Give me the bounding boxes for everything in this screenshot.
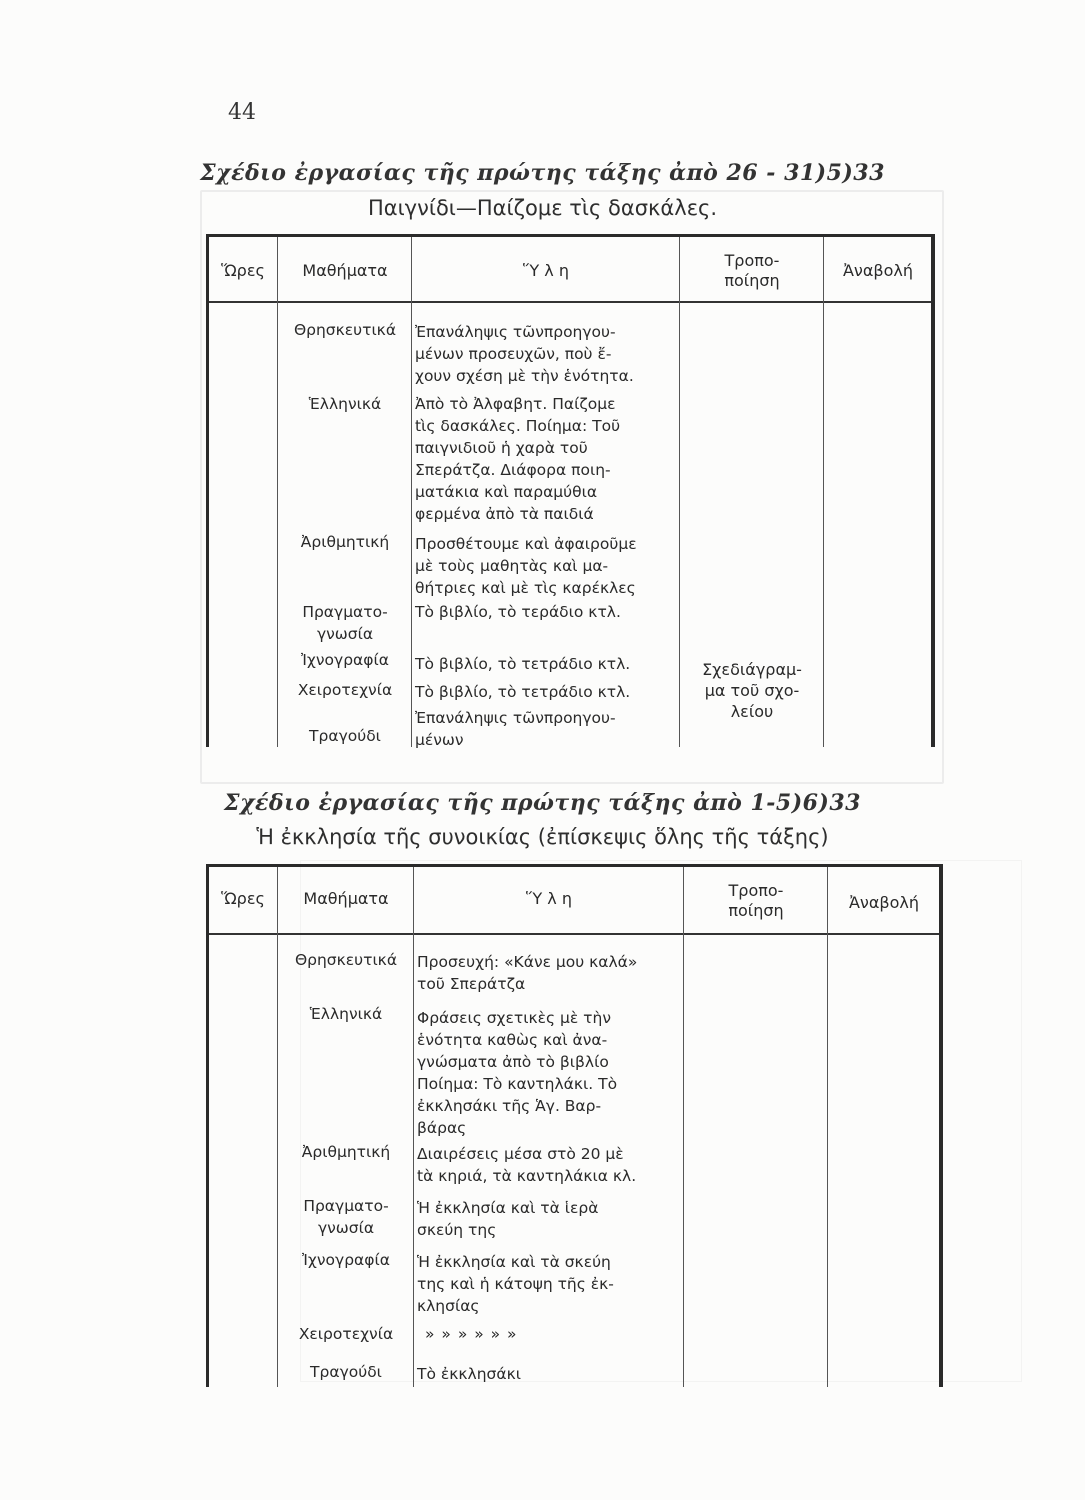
column-divider (679, 237, 680, 747)
column-divider (827, 867, 828, 1387)
material-cell: Τὸ βιβλίο, τὸ τετράδιο κτλ. (415, 683, 631, 701)
column-divider (413, 867, 414, 1387)
material-cell: Προσευχή: «Κάνε μου καλά» τοῦ Σπεράτζα (417, 953, 638, 993)
column-divider (277, 867, 278, 1387)
header-subjects: Μαθήματα (303, 889, 389, 908)
material-cell: Ἡ ἐκκλησία καὶ τὰ σκεύη της καὶ ἡ κάτοψη τῆς ἐκ- κλησίας (417, 1253, 614, 1315)
column-divider (277, 237, 278, 747)
subject-cell: Θρησκευτικά (293, 321, 397, 339)
subject-cell: Ἰχνογραφία (301, 651, 389, 669)
material-cell: » » » » » » (425, 1325, 518, 1343)
header-postponement: Ἀναβολή (842, 261, 914, 280)
subject-cell: Χειροτεχνία (297, 681, 393, 699)
header-modification: Τροπο- ποίηση (724, 251, 780, 290)
material-cell: Φράσεις σχετικὲς μὲ τὴν ἑνότητα καθὼς καὶ ἀνα- γνώσματα ἀπὸ τὸ βιβλίο Ποίημα: Τὸ καντηλάκι. Τὸ ἐκκλησάκι τῆς Ἁγ. Βαρ- βάρας (417, 1009, 618, 1137)
header-material: Ὕ λ η (523, 261, 569, 280)
page-number: 44 (228, 100, 256, 125)
material-cell: Ἀπὸ τὸ Ἀλφαβητ. Παίζομε tὶς δασκάλες. Ποίημα: Τοῦ παιγνιδιοῦ ἡ χαρὰ τοῦ Σπεράτζα. Διάφορα ποιη- ματάκια καὶ παραμύθια φερμένα ἀπὸ τὰ παιδιά (415, 395, 621, 523)
subject-cell: Πραγματο- γνωσία (302, 603, 388, 643)
subject-cell: Θρησκευτικά (294, 951, 398, 969)
material-cell: Τὸ βιβλίο, τὸ τεράδιο κτλ. (415, 603, 621, 621)
schedule-table (206, 234, 935, 747)
material-cell: Ἐπανάληψις τῶνπροηγου- μένων προσευχῶν, ποὺ ἔ- χουν σχέση μὲ τὴν ἑνότητα. (415, 323, 634, 385)
material-cell: Διαιρέσεις μέσα στὸ 20 μὲ tὰ κηριά, τὰ καντηλάκια κλ. (417, 1145, 637, 1185)
subject-cell: Τραγούδι (309, 727, 381, 745)
header-material: Ὕ λ η (526, 889, 572, 908)
header-postponement: Ἀναβολή (848, 893, 920, 912)
column-divider (411, 237, 412, 747)
subject-cell: Ἀριθμητική (301, 1143, 391, 1161)
header-hours: Ὥρες (221, 889, 265, 908)
schedule-table (206, 864, 943, 1387)
subject-cell: Ἑλληνικά (308, 395, 382, 413)
material-cell: Τὸ ἐκκλησάκι (417, 1365, 521, 1383)
header-hours: Ὥρες (221, 261, 265, 280)
column-divider (683, 867, 684, 1387)
plan-subtitle: Ἡ ἐκκλησία τῆς συνοικίας (ἐπίσκεψις ὅλης τῆς τάξης) (256, 825, 829, 849)
subject-cell: Χειροτεχνία (298, 1325, 394, 1343)
header-subjects: Μαθήματα (302, 261, 388, 280)
plan-subtitle: Παιγνίδι—Παίζομε τὶς δασκάλες. (367, 196, 718, 220)
subject-cell: Τραγούδι (310, 1363, 382, 1381)
material-cell: Ἐπανάληψις τῶνπροηγου- μένων (415, 709, 616, 749)
subject-cell: Πραγματο- γνωσία (303, 1197, 389, 1237)
plan-title: Σχέδιο ἐργασίας τῆς πρώτης τάξης ἀπὸ 26 - 31)5)33 (200, 160, 885, 186)
material-cell: Τὸ βιβλίο, τὸ τετράδιο κτλ. (415, 655, 631, 673)
column-divider (823, 237, 824, 747)
material-cell: Προσθέτουμε καὶ ἀφαιροῦμε μὲ τοὺς μαθητὰς καὶ μα- θήτριες καὶ μὲ τὶς καρέκλες (415, 535, 637, 597)
subject-cell: Ἀριθμητική (300, 533, 390, 551)
material-cell: Ἡ ἐκκλησία καὶ τὰ ἱερὰ σκεύη της (417, 1199, 599, 1239)
header-modification: Τροπο- ποίηση (728, 881, 784, 920)
subject-cell: Ἰχνογραφία (302, 1251, 390, 1269)
table-header (209, 867, 939, 935)
modification-note: Σχεδιάγραμ- μα τοῦ σχο- λείου (702, 660, 802, 721)
plan-title: Σχέδιο ἐργασίας τῆς πρώτης τάξης ἀπὸ 1-5)6)33 (224, 790, 861, 816)
subject-cell: Ἑλληνικά (309, 1005, 383, 1023)
